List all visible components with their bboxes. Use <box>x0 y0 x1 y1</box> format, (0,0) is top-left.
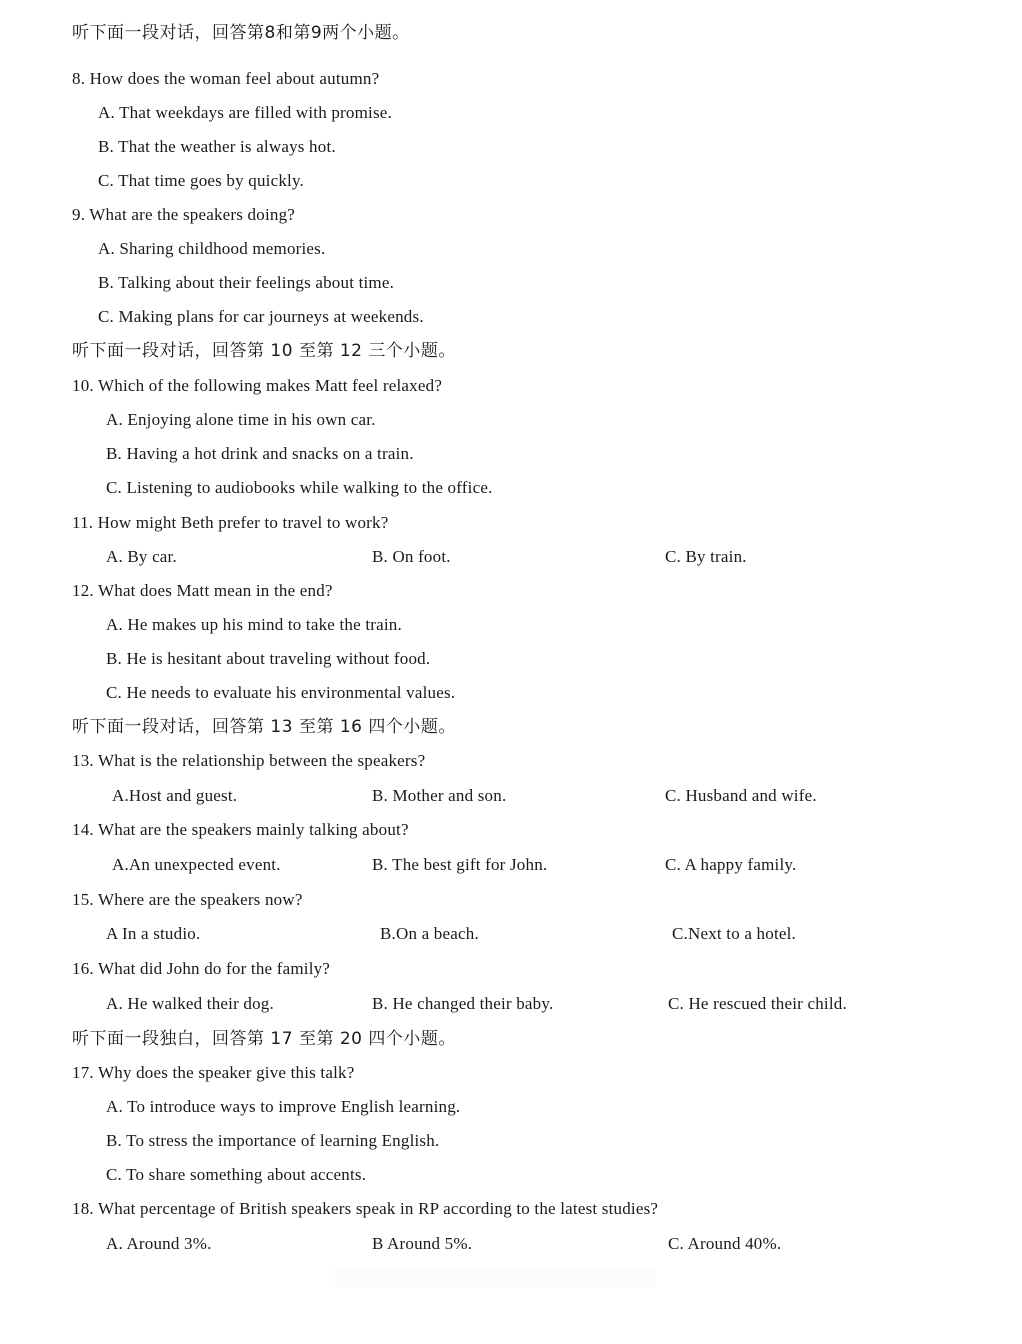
question-12-stem: 12. What does Matt mean in the end? <box>72 581 333 600</box>
question-18-option-a: A. Around 3%. <box>106 1234 212 1253</box>
question-16-stem: 16. What did John do for the family? <box>72 959 331 978</box>
question-16-option-a: A. He walked their dog. <box>106 994 274 1013</box>
question-18-options <box>0 1227 950 1261</box>
scan-artifact <box>335 1268 655 1288</box>
question-12-option-a: A. He makes up his mind to take the train. <box>106 615 402 634</box>
question-10-stem: 10. Which of the following makes Matt feel relaxed? <box>72 376 443 395</box>
section-header-13-16: 听下面一段对话，回答第 13 至第 16 四个小题。 <box>72 717 456 737</box>
question-18-stem: 18. What percentage of British speakers speak in RP according to the latest studies? <box>72 1199 659 1218</box>
question-18-option-b: B Around 5%. <box>372 1234 473 1253</box>
question-11-option-c: C. By train. <box>665 547 747 566</box>
question-8-option-b: B. That the weather is always hot. <box>98 137 336 156</box>
question-17-option-a: A. To introduce ways to improve English learning. <box>106 1097 461 1116</box>
question-13-options <box>0 779 950 813</box>
question-9-option-a: A. Sharing childhood memories. <box>98 239 326 258</box>
question-18-option-c: C. Around 40%. <box>668 1234 782 1253</box>
question-13-option-b: B. Mother and son. <box>372 786 507 805</box>
question-13-stem: 13. What is the relationship between the speakers? <box>72 751 426 770</box>
question-17-option-b: B. To stress the importance of learning English. <box>106 1131 440 1150</box>
question-16-option-c: C. He rescued their child. <box>668 994 847 1013</box>
question-17-option-c: C. To share something about accents. <box>106 1165 367 1184</box>
question-14-stem: 14. What are the speakers mainly talking about? <box>72 820 409 839</box>
question-15-options <box>0 917 950 951</box>
question-15-option-b: B.On a beach. <box>380 924 479 943</box>
question-10-option-b: B. Having a hot drink and snacks on a train. <box>106 444 414 463</box>
question-9-option-b: B. Talking about their feelings about time. <box>98 273 395 292</box>
question-13-option-a: A.Host and guest. <box>112 786 238 805</box>
question-14-option-a: A.An unexpected event. <box>112 855 281 874</box>
question-11-stem: 11. How might Beth prefer to travel to work? <box>72 513 389 532</box>
question-12-option-c: C. He needs to evaluate his environmental values. <box>106 683 456 702</box>
question-11-option-a: A. By car. <box>106 547 177 566</box>
question-15-option-c: C.Next to a hotel. <box>672 924 796 943</box>
question-8-stem: 8. How does the woman feel about autumn? <box>72 69 380 88</box>
question-13-option-c: C. Husband and wife. <box>665 786 817 805</box>
question-14-option-c: C. A happy family. <box>665 855 797 874</box>
section-header-17-20: 听下面一段独白，回答第 17 至第 20 四个小题。 <box>72 1029 456 1049</box>
question-16-options <box>0 987 950 1021</box>
question-10-option-a: A. Enjoying alone time in his own car. <box>106 410 376 429</box>
question-14-options <box>0 848 950 882</box>
question-17-stem: 17. Why does the speaker give this talk? <box>72 1063 355 1082</box>
question-12-option-b: B. He is hesitant about traveling without food. <box>106 649 431 668</box>
question-11-options <box>0 540 950 574</box>
section-header-cut: 听下面一段对话，回答第8和第9两个小题。 <box>72 23 410 43</box>
question-8-option-c: C. That time goes by quickly. <box>98 171 304 190</box>
question-10-option-c: C. Listening to audiobooks while walking to the office. <box>106 478 493 497</box>
question-15-option-a: A In a studio. <box>106 924 201 943</box>
question-16-option-b: B. He changed their baby. <box>372 994 554 1013</box>
question-15-stem: 15. Where are the speakers now? <box>72 890 303 909</box>
question-9-stem: 9. What are the speakers doing? <box>72 205 296 224</box>
question-8-option-a: A. That weekdays are filled with promise. <box>98 103 392 122</box>
question-9-option-c: C. Making plans for car journeys at weekends. <box>98 307 424 326</box>
section-header-10-12: 听下面一段对话，回答第 10 至第 12 三个小题。 <box>72 341 456 361</box>
question-11-option-b: B. On foot. <box>372 547 451 566</box>
question-14-option-b: B. The best gift for John. <box>372 855 548 874</box>
